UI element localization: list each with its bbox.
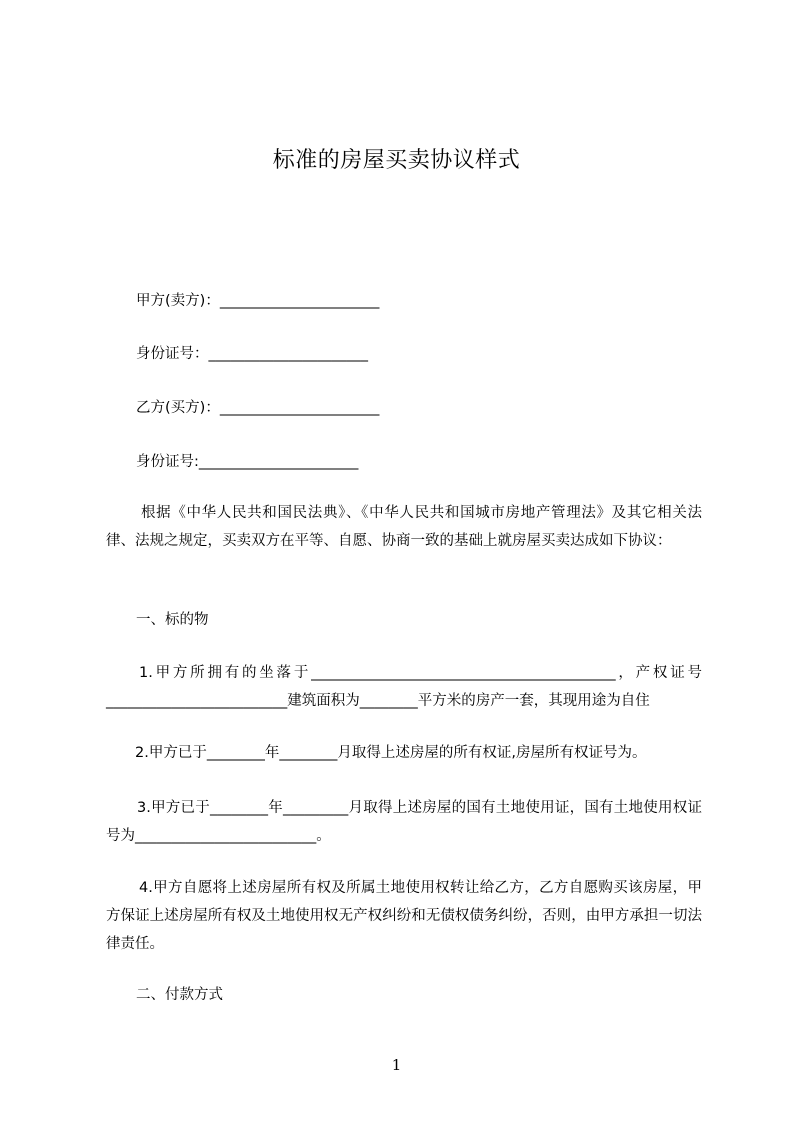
seller-id-field: 身份证号：______________________ (136, 346, 368, 362)
buyer-id-field: 身份证号:______________________ (136, 454, 359, 470)
section1-item2: 2.甲方已于________年________月取得上述房屋的所有权证,房屋所有权证号为。 (135, 745, 647, 761)
seller-field: 甲方(卖方)：______________________ (136, 293, 380, 309)
page-number: 1 (391, 1056, 402, 1074)
section1-item4: 4.甲方自愿将上述房屋所有权及所属土地使用权转让给乙方，乙方自愿购买该房屋，甲方保证上述房屋所有权及土地使用权无产权纠纷和无债权债务纠纷，否则，由甲方承担一切法律责任。 (106, 880, 702, 952)
section1-item3: 3.甲方已于________年_________月取得上述房屋的国有土地使用证，国有土地使用权证号为_________________________。 (106, 800, 702, 844)
section1-heading: 一、标的物 (136, 612, 209, 628)
section1-item1: 1.甲方所拥有的坐落于__________________________________________，产权证号_________________________建筑面积为________平方米的房产一套，其现用途为自住 (106, 665, 702, 709)
buyer-field: 乙方(买方)：______________________ (136, 400, 380, 416)
section2-heading: 二、付款方式 (136, 987, 223, 1003)
intro-paragraph: 根据《中华人民共和国民法典》、《中华人民共和国城市房地产管理法》及其它相关法律、法规之规定，买卖双方在平等、自愿、协商一致的基础上就房屋买卖达成如下协议： (106, 505, 702, 549)
document-title: 标准的房屋买卖协议样式 (272, 148, 521, 173)
